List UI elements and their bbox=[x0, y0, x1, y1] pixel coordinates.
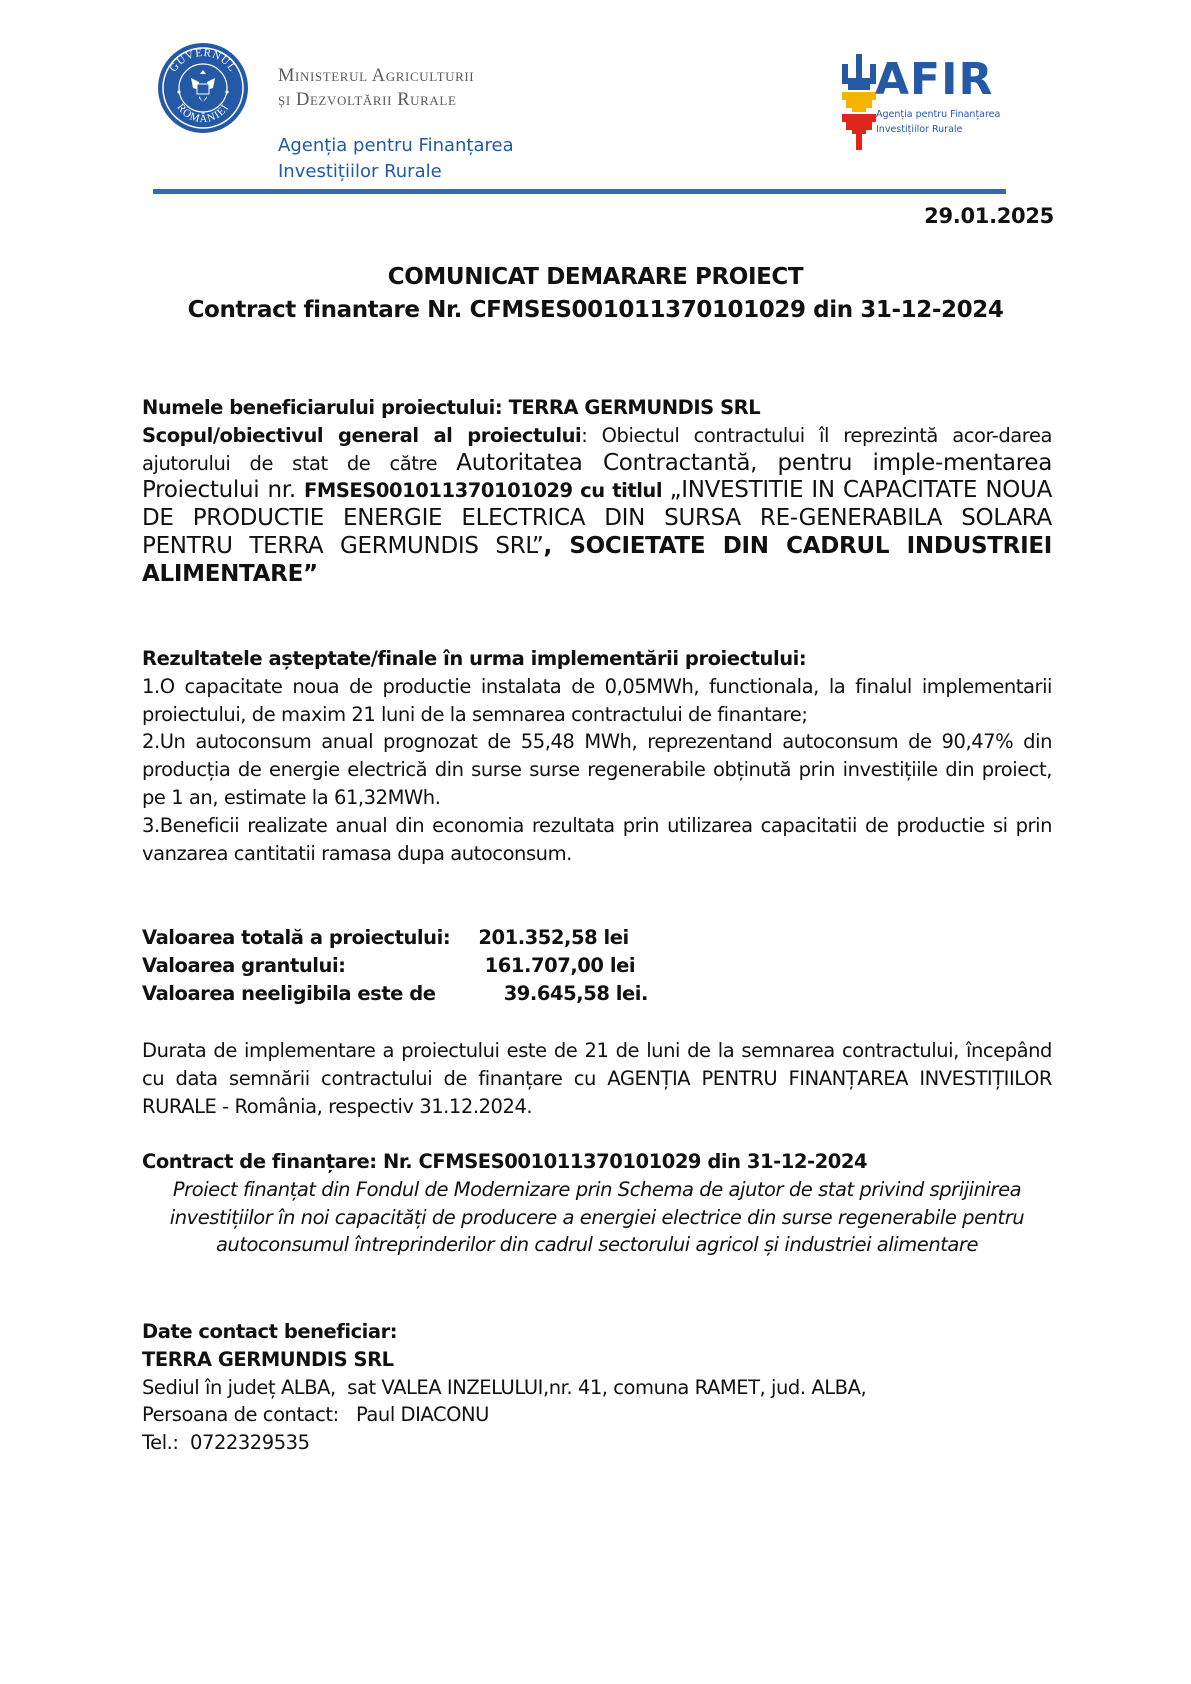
afir-logo-text: AFIR bbox=[875, 54, 994, 105]
ministry-line-1: Ministerul Agriculturii bbox=[278, 66, 475, 86]
result-item-3: 3.Beneficii realizate anual din economia rezultata prin utilizarea capacitatii de productie si prin vanzarea cantitatii ramasa dupa autoconsum. bbox=[142, 813, 1052, 865]
afir-subtitle-line-2: Investițiilor Rurale bbox=[876, 124, 963, 135]
beneficiary-label: Numele beneficiarului proiectului bbox=[142, 396, 495, 419]
document-title: COMUNICAT DEMARARE PROIECT bbox=[387, 264, 804, 290]
grant-value-row bbox=[142, 952, 1052, 980]
document-subtitle: Contract finantare Nr. CFMSES001011370101029 din 31-12-2024 bbox=[187, 297, 1004, 323]
agency-line-2: Investițiilor Rurale bbox=[278, 161, 442, 182]
svg-text:GUVERNUL: GUVERNUL bbox=[167, 46, 239, 75]
government-seal-logo bbox=[157, 42, 249, 134]
financing-contract-section bbox=[142, 1148, 1052, 1259]
contact-person: Persoana de contact: Paul DIACONU bbox=[142, 1403, 489, 1427]
objective-text-2: Autoritatea Contractantă, pentru imple-mentarea Proiectului nr. bbox=[142, 449, 1052, 504]
result-item-2: 2.Un autoconsum anual prognozat de 55,48 MWh, reprezentand autoconsum de 90,47% din producția de energie electrică din surse surse regenerabile obținută prin investițiile din proiect, pe 1 an, estimate la 61,32MWh. bbox=[142, 730, 1052, 809]
afir-logo-subtitle bbox=[876, 107, 1000, 137]
expected-results-section bbox=[142, 645, 1052, 867]
contact-heading: Date contact beneficiar: bbox=[142, 1320, 398, 1343]
contract-heading: Contract de finanțare: Nr. CFMSES001011370101029 din 31-12-2024 bbox=[142, 1150, 868, 1173]
ineligible-value-row bbox=[142, 980, 1052, 1008]
project-values-section bbox=[142, 924, 1052, 1007]
project-summary-section bbox=[142, 394, 1052, 589]
beneficiary-value: : TERRA GERMUNDIS SRL bbox=[494, 396, 761, 419]
project-title-suffix: , SOCIETATE DIN CADRUL INDUSTRIEI ALIMENTARE” bbox=[142, 532, 1053, 587]
agency-line-1: Agenția pentru Finanțarea bbox=[278, 135, 514, 156]
objective-paragraph bbox=[142, 422, 1052, 589]
contact-company: TERRA GERMUNDIS SRL bbox=[142, 1347, 394, 1371]
total-value-row bbox=[142, 924, 1052, 952]
contact-phone: Tel.: 0722329535 bbox=[142, 1431, 310, 1455]
svg-text:ROMÂNIEI: ROMÂNIEI bbox=[174, 101, 232, 126]
ministry-line-2: și Dezvoltării Rurale bbox=[278, 90, 457, 110]
project-number: FMSES001011370101029 cu titlul bbox=[304, 479, 670, 503]
results-heading: Rezultatele așteptate/finale în urma implementării proiectului: bbox=[142, 647, 807, 670]
beneficiary-contact-section bbox=[142, 1318, 1052, 1457]
government-seal-icon bbox=[157, 42, 249, 134]
grant-value-label: Valoarea grantului: bbox=[142, 953, 346, 977]
header-divider bbox=[153, 189, 1006, 194]
funding-statement: Proiect finanțat din Fondul de Modernizare prin Schema de ajutor de stat privind sprijinirea investițiilor în noi capacități de producere a energiei electrice din surse regenerabile pentru autoconsumul întreprinderilor din cadrul sectorului agricol și industriei alimentare bbox=[169, 1177, 1025, 1257]
ministry-name bbox=[278, 64, 474, 112]
contact-address: Sediul în județ ALBA, sat VALEA INZELULUI,nr. 41, comuna RAMET, jud. ALBA, bbox=[142, 1375, 867, 1399]
agency-name bbox=[278, 133, 514, 185]
grant-value-amount: 161.707,00 lei bbox=[472, 953, 636, 977]
duration-paragraph: Durata de implementare a proiectului este de 21 de luni de la semnarea contractului, începând cu data semnării contractului de finanțare cu AGENȚIA PENTRU FINANȚAREA INVESTIȚIILOR RURALE - România, respectiv 31.12.2024. bbox=[142, 1039, 1052, 1118]
objective-text-1: : Obiectul contractului îl reprezintă acor-darea ajutorului de stat de către bbox=[142, 423, 1052, 475]
project-title: „INVESTITIE IN CAPACITATE NOUA DE PRODUCTIE ENERGIE ELECTRICA DIN SURSA RE-GENERABILA SOLARA PENTRU TERRA GERMUNDIS SRL” bbox=[142, 477, 1052, 559]
beneficiary-line bbox=[142, 394, 1052, 422]
total-value-amount: 201.352,58 lei bbox=[472, 926, 629, 949]
total-value-label: Valoarea totală a proiectului: bbox=[142, 926, 451, 949]
ineligible-value-amount: 39.645,58 lei. bbox=[472, 981, 648, 1005]
ineligible-value-label: Valoarea neeligibila este de bbox=[142, 981, 436, 1005]
result-item-1: 1.O capacitate noua de productie instalata de 0,05MWh, functionala, la finalul implementarii proiectului, de maxim 21 luni de la semnarea contractului de finantare; bbox=[142, 674, 1052, 726]
objective-label: Scopul/obiectivul general al proiectului bbox=[142, 423, 582, 447]
document-date: 29.01.2025 bbox=[924, 204, 1054, 228]
afir-subtitle-line-1: Agenția pentru Finanțarea bbox=[876, 109, 1001, 120]
implementation-duration-section bbox=[142, 1037, 1052, 1120]
